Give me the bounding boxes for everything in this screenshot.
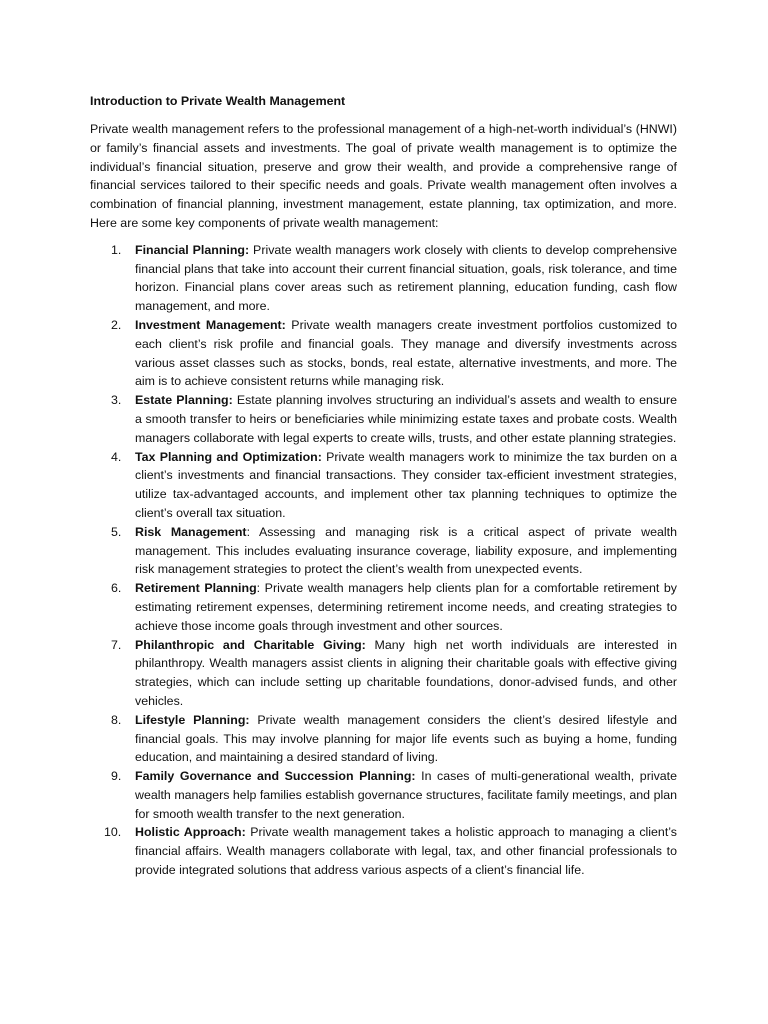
item-term: Family Governance and Succession Planning: — [135, 769, 416, 784]
list-number: 3. — [111, 393, 122, 408]
list-item-philanthropic-giving — [90, 636, 677, 711]
item-term: Financial Planning: — [135, 242, 250, 257]
list-number: 7. — [111, 637, 122, 652]
document-title: Introduction to Private Wealth Management — [90, 94, 346, 108]
list-item-holistic-approach — [90, 823, 677, 879]
item-term: Risk Management — [135, 524, 247, 539]
item-text: Private wealth managers work closely with clients to develop comprehensive financial plans that take into account their current financial situation, goals, risk tolerance, and time horizon. Financial plans cover areas such as retirement planning, education funding, cash flow management, and more. — [135, 242, 678, 314]
intro-paragraph: Private wealth management refers to the professional management of a high-net-worth individual’s (HNWI) or family’s financial assets and investments. The goal of private wealth management is to optimize the individual’s financial situation, preserve and grow their wealth, and provide a comprehensive range of financial services tailored to their specific needs and goals. Private wealth management often involves a combination of financial planning, investment management, estate planning, tax optimization, and more. Here are some key components of private wealth management: — [90, 122, 677, 230]
item-text: Private wealth management considers the client’s desired lifestyle and financial goals. This may involve planning for major life events such as buying a home, funding education, and maintaining a desired standard of living. — [135, 712, 678, 765]
list-item-financial-planning — [90, 241, 677, 316]
item-text: : Private wealth managers help clients plan for a comfortable retirement by estimating retirement expenses, determining retirement income needs, and creating strategies to achieve those income goals through investment and other sources. — [135, 581, 677, 633]
list-number: 8. — [111, 712, 122, 727]
item-text: Estate planning involves structuring an individual’s assets and wealth to ensure a smooth transfer to heirs or beneficiaries while minimizing estate taxes and probate costs. Wealth managers collaborate with legal experts to create wills, trusts, and other estate planning strategies. — [135, 393, 677, 445]
list-item-risk-management — [90, 523, 677, 579]
item-text: Private wealth managers create investment portfolios customized to each client’s risk profile and financial goals. They manage and diversify investments across various asset classes such as stocks, bonds, real estate, alternative investments, and more. The aim is to achieve consistent returns while managing risk. — [135, 317, 677, 389]
item-text: In cases of multi-generational wealth, private wealth managers help families establish governance structures, facilitate family meetings, and plan for smooth wealth transfer to the next generation. — [135, 769, 678, 821]
item-term: Philanthropic and Charitable Giving: — [135, 637, 366, 652]
list-number: 1. — [111, 242, 122, 257]
list-item-tax-planning — [90, 448, 677, 523]
list-number: 10. — [104, 825, 122, 840]
item-text: Private wealth management takes a holistic approach to managing a client’s financial affairs. Wealth managers collaborate with legal, tax, and other financial professionals to provide integrated solutions that address various aspects of a client’s financial life. — [135, 825, 677, 878]
item-text: : Assessing and managing risk is a critical aspect of private wealth management. This includes evaluating insurance coverage, liability exposure, and implementing risk management strategies to protect the client’s wealth from unexpected events. — [135, 524, 677, 577]
components-list — [90, 241, 677, 880]
list-number: 6. — [111, 581, 122, 596]
item-term: Tax Planning and Optimization: — [135, 449, 322, 464]
list-item-estate-planning — [90, 391, 677, 447]
item-term: Estate Planning: — [135, 393, 233, 408]
list-number: 2. — [111, 317, 122, 332]
item-term: Holistic Approach: — [135, 825, 246, 840]
item-term: Investment Management: — [135, 317, 286, 332]
item-text: Private wealth managers work to minimize the tax burden on a client’s investments and financial transactions. They consider tax-efficient investment strategies, utilize tax-advantaged accounts, and implement other tax planning techniques to optimize the client’s overall tax situation. — [135, 449, 677, 520]
list-item-retirement-planning — [90, 579, 677, 635]
item-term: Retirement Planning — [135, 581, 257, 596]
list-number: 4. — [111, 449, 122, 464]
document-page — [90, 92, 677, 880]
list-item-family-governance — [90, 767, 677, 823]
list-number: 9. — [111, 769, 122, 784]
list-item-lifestyle-planning — [90, 711, 677, 767]
item-term: Lifestyle Planning: — [135, 712, 250, 727]
list-item-investment-management — [90, 316, 677, 391]
item-text: Many high net worth individuals are interested in philanthropy. Wealth managers assist clients in aligning their charitable goals with effective giving strategies, which can include setting up charitable foundations, donor-advised funds, and other vehicles. — [135, 637, 677, 708]
list-number: 5. — [111, 524, 122, 539]
